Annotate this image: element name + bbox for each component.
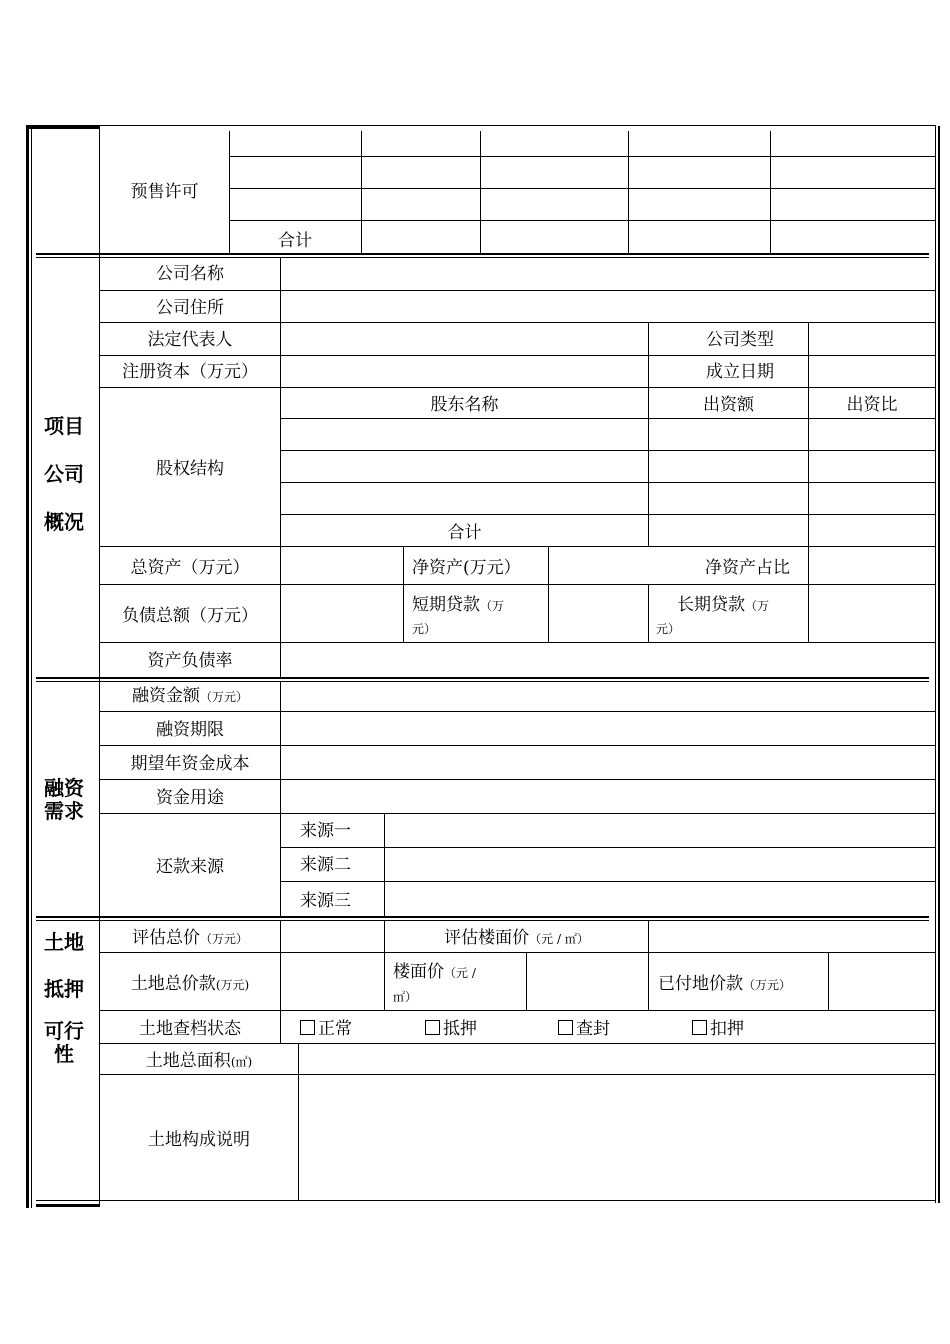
equity-total-label: 合计 <box>447 523 482 543</box>
established-label: 成立日期 <box>706 362 774 382</box>
financing-row-2 <box>99 745 935 746</box>
company-row-capital <box>99 387 935 388</box>
floor-price-label <box>393 962 476 983</box>
divider-financing-a <box>36 916 929 918</box>
frame-bottom <box>99 1200 936 1201</box>
land-price-label <box>100 974 280 995</box>
repayment-source-3: 来源三 <box>300 891 351 911</box>
appraisal-floor-unit: （元 / ㎡） <box>529 932 589 946</box>
divider-presale-b <box>36 257 929 258</box>
land-section-label-4: 性 <box>54 1042 74 1066</box>
short-loan-unit-b: 元） <box>412 622 437 636</box>
equity-row-5 <box>99 546 935 547</box>
company-row-name <box>99 290 935 291</box>
financing-use-label: 资金用途 <box>156 788 224 808</box>
equity-row-4 <box>280 514 935 515</box>
financing-row-1 <box>99 711 935 712</box>
status-option-mortgaged-text: 抵押 <box>443 1019 477 1039</box>
land-col-a2 <box>280 1010 281 1043</box>
land-area-label <box>100 1051 298 1072</box>
net-assets-ratio-label: 净资产占比 <box>705 558 790 578</box>
long-loan-unit-b: 元） <box>656 622 681 636</box>
land-row-3 <box>99 1043 935 1044</box>
company-section-label-2: 公司 <box>44 462 84 486</box>
presale-total-label: 合计 <box>278 231 312 251</box>
paid-unit: （万元） <box>743 978 792 992</box>
divider-company-a <box>36 677 929 679</box>
equity-row-3 <box>280 482 935 483</box>
financing-term-label: 融资期限 <box>156 720 224 740</box>
debt-ratio-label: 资产负债率 <box>147 651 233 671</box>
assets-col-a <box>403 546 404 642</box>
repayment-source-1: 来源一 <box>300 821 351 841</box>
frame-bottom-left <box>36 1200 100 1201</box>
ratio-header: 出资比 <box>846 395 898 415</box>
company-name-label: 公司名称 <box>156 264 224 284</box>
repayment-source-2: 来源二 <box>300 855 351 875</box>
frame-right-edge <box>938 126 940 1203</box>
company-section-label-1: 项目 <box>44 414 84 438</box>
financing-row-4 <box>99 813 935 814</box>
appraisal-total-text: 评估总价 <box>131 928 200 948</box>
contribution-header: 出资额 <box>703 395 754 415</box>
status-checkbox-seized[interactable] <box>692 1020 707 1035</box>
status-option-seized-text: 扣押 <box>710 1019 744 1039</box>
presale-row-1 <box>229 156 935 157</box>
equity-label: 股权结构 <box>156 459 224 479</box>
status-checkbox-sealed[interactable] <box>558 1020 573 1035</box>
status-option-seized[interactable] <box>692 1019 744 1039</box>
status-option-normal[interactable] <box>300 1019 352 1039</box>
presale-row-3 <box>229 220 935 221</box>
frame-top <box>26 125 936 126</box>
financing-section-label-2: 需求 <box>44 799 84 823</box>
financing-amount-text: 融资金额 <box>131 686 200 706</box>
land-price-text: 土地总价款 <box>130 974 216 994</box>
land-col-e <box>828 952 829 1010</box>
land-row-1 <box>99 952 935 953</box>
equity-row-2 <box>280 450 935 451</box>
reg-capital-label: 注册资本（万元） <box>122 362 258 382</box>
land-area-unit: (㎡) <box>230 1055 253 1069</box>
presale-col-5 <box>770 131 771 253</box>
land-area-text: 土地总面积 <box>145 1051 231 1071</box>
repay-row-2 <box>280 881 935 882</box>
short-loan-text: 短期贷款 <box>412 595 480 615</box>
appraisal-floor-text: 评估楼面价 <box>444 928 530 948</box>
land-col-a <box>280 921 281 1010</box>
legal-rep-label: 法定代表人 <box>147 330 233 350</box>
assets-col-b <box>548 546 549 642</box>
status-checkbox-normal[interactable] <box>300 1020 315 1035</box>
frame-top-left-thick <box>26 126 100 129</box>
total-liabilities-label: 负债总额（万元） <box>122 606 258 626</box>
long-loan-unit-a: （万 <box>745 599 770 613</box>
assets-col-c <box>648 584 649 642</box>
financing-cost-label: 期望年资金成本 <box>130 754 250 774</box>
long-loan-label <box>677 595 769 616</box>
financing-section-label-1: 融资 <box>44 776 84 800</box>
land-section-label-3: 可行 <box>44 1019 84 1043</box>
assets-col-d <box>808 546 809 642</box>
presale-col-2 <box>361 131 362 253</box>
land-section-label-2: 抵押 <box>44 977 84 1001</box>
repay-row-1 <box>280 847 935 848</box>
company-address-label: 公司住所 <box>156 298 224 318</box>
financing-amount-unit: （万元） <box>199 690 248 704</box>
long-loan-text: 长期贷款 <box>677 595 745 615</box>
frame-right <box>935 126 936 1203</box>
assets-row-2 <box>99 642 935 643</box>
presale-row-2 <box>229 188 935 189</box>
repayment-label: 还款来源 <box>156 857 224 877</box>
frame-bottom-left-thick <box>36 1204 100 1207</box>
short-loan-label <box>412 595 504 616</box>
company-section-label-3: 概况 <box>44 510 84 534</box>
appraisal-total-label <box>100 928 280 949</box>
land-price-unit: (万元) <box>215 978 250 992</box>
repay-col <box>384 813 385 916</box>
paid-label <box>658 974 791 995</box>
company-label-col-line <box>280 258 281 677</box>
status-option-normal-text: 正常 <box>318 1019 352 1039</box>
divider-company-b <box>36 681 929 682</box>
equity-row-1 <box>280 418 935 419</box>
company-row-address <box>99 322 935 323</box>
status-option-sealed-text: 查封 <box>576 1019 610 1039</box>
presale-label: 预售许可 <box>130 182 199 202</box>
status-checkbox-mortgaged[interactable] <box>425 1020 440 1035</box>
company-type-col-a <box>648 322 649 387</box>
land-composition-label: 土地构成说明 <box>148 1130 250 1150</box>
floor-price-unit-b: ㎡） <box>393 990 418 1004</box>
company-type-label: 公司类型 <box>706 330 774 350</box>
assets-row-1 <box>99 584 935 585</box>
net-assets-label: 净资产(万元） <box>412 558 521 578</box>
land-row-2 <box>99 1010 935 1011</box>
land-col-area <box>298 1043 299 1200</box>
status-option-mortgaged[interactable] <box>425 1019 477 1039</box>
financing-row-3 <box>99 779 935 780</box>
frame-left-thick <box>26 126 29 1208</box>
land-row-4 <box>99 1074 935 1075</box>
presale-col-3 <box>480 131 481 253</box>
financing-amount-label <box>100 686 280 707</box>
appraisal-total-unit: （万元） <box>199 932 248 946</box>
land-section-label-1: 土地 <box>44 930 84 954</box>
divider-presale-a <box>36 253 929 255</box>
total-assets-label: 总资产（万元） <box>130 558 250 578</box>
land-status-label: 土地查档状态 <box>139 1019 241 1039</box>
shareholder-name-header: 股东名称 <box>430 395 499 415</box>
frame-left-inner <box>31 126 32 1208</box>
land-col-d <box>648 921 649 1010</box>
status-option-sealed[interactable] <box>558 1019 610 1039</box>
paid-text: 已付地价款 <box>658 974 743 994</box>
company-row-legal <box>99 355 935 356</box>
land-col-c <box>526 952 527 1010</box>
floor-price-text: 楼面价 <box>393 962 444 982</box>
short-loan-unit-a: （万 <box>480 599 505 613</box>
divider-financing-b <box>36 920 929 921</box>
floor-price-unit-a: （元 / <box>444 966 476 980</box>
appraisal-floor-label <box>385 928 648 949</box>
presale-col-4 <box>628 131 629 253</box>
